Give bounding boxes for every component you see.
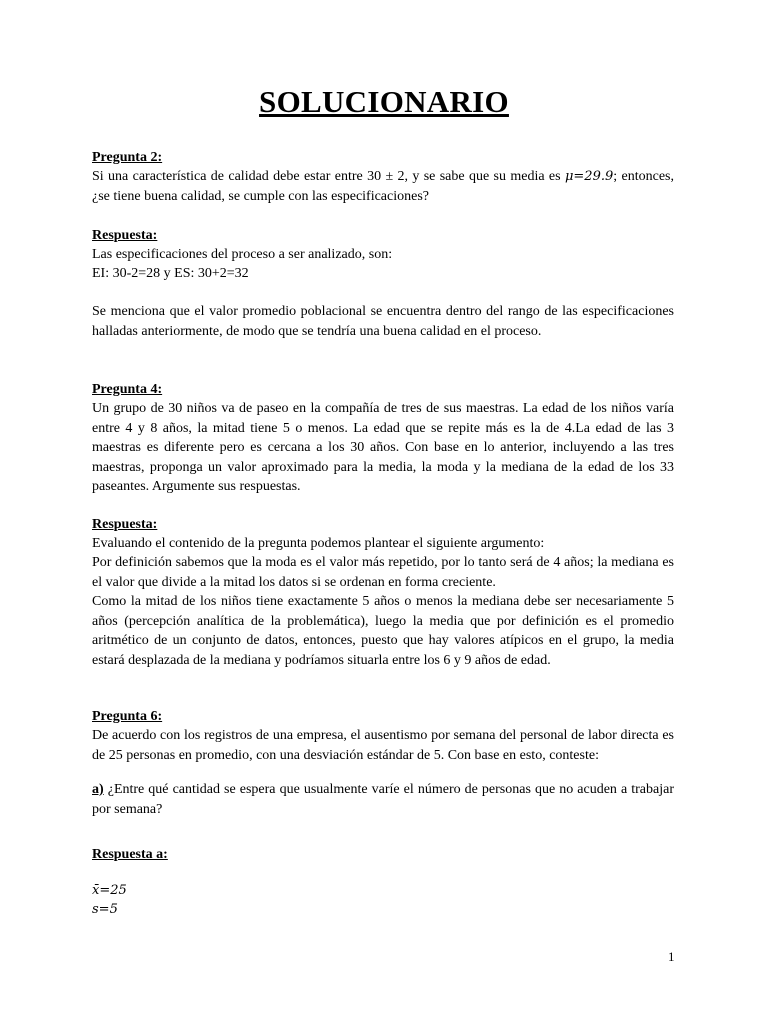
question-4-heading: Pregunta 4: (92, 382, 163, 397)
part-a-text: ¿Entre qué cantidad se espera que usualmente varíe el número de personas que no acuden a trabajar por semana? (92, 782, 674, 817)
answer-2-line-1: Las especificaciones del proceso a ser analizado, son: (92, 247, 393, 262)
answer-4 (92, 515, 674, 670)
question-6 (92, 707, 674, 819)
answer-6a-mean: x̄=25 (92, 883, 127, 898)
part-a-label: a) (92, 782, 104, 797)
answer-4-line-1: Evaluando el contenido de la pregunta podemos plantear el siguiente argumento: (92, 536, 545, 551)
answer-2-line-2: EI: 30-2=28 y ES: 30+2=32 (92, 266, 249, 281)
question-6-text: De acuerdo con los registros de una empresa, el ausentismo por semana del personal de labor directa es de 25 personas en promedio, con una desviación estándar de 5. Con base en esto, conteste: (92, 728, 674, 763)
answer-2-paragraph: Se menciona que el valor promedio poblacional se encuentra dentro del rango de las especificaciones halladas anteriormente, de modo que se tendría una buena calidad en el proceso. (92, 304, 674, 339)
question-2 (92, 148, 674, 206)
question-2-heading: Pregunta 2: (92, 150, 163, 165)
page-number: 1 (668, 949, 675, 964)
answer-4-heading: Respuesta: (92, 517, 158, 532)
answer-2 (92, 226, 674, 341)
mu-symbol: μ=29.9 (564, 169, 614, 184)
answer-2-heading: Respuesta: (92, 228, 158, 243)
answer-4-paragraph-2: Como la mitad de los niños tiene exactamente 5 años o menos la mediana debe ser necesariamente 5 años (percepción analítica de la problemática), luego la media que por definición es el promedio aritmético de un conjunto de datos, entonces, puesto que hay valores atípicos en el grupo, la media estará desplazada de la mediana y podríamos situarla entre los 6 y 9 años de edad. (92, 594, 674, 668)
answer-6a-std: s=5 (92, 902, 118, 917)
question-2-text: Si una característica de calidad debe estar entre 30 ± 2, y se sabe que su media es μ=29.9; entonces, ¿se tiene buena calidad, se cumple con las especificaciones? (92, 169, 674, 204)
answer-6a-heading: Respuesta a: (92, 847, 168, 862)
question-6-part-a (92, 780, 674, 819)
page-title: SOLUCIONARIO (259, 84, 509, 119)
question-4 (92, 380, 674, 497)
question-6-heading: Pregunta 6: (92, 709, 163, 724)
question-4-text: Un grupo de 30 niños va de paseo en la compañía de tres de sus maestras. La edad de los niños varía entre 4 y 8 años, la mitad tiene 5 o menos. La edad que se repite más es la de 4.La edad de las 3 maestras es diferente pero es cercana a los 30 años. Con base en lo anterior, incluyendo a las tres maestras, proponga un valor aproximado para la media, la moda y la mediana de la edad de los 33 paseantes. Argumente sus respuestas. (92, 401, 674, 494)
answer-4-paragraph-1: Por definición sabemos que la moda es el valor más repetido, por lo tanto será de 4 años; la mediana es el valor que divide a la mitad los datos si se ordenan en forma creciente. (92, 555, 674, 590)
answer-6a (92, 845, 674, 919)
